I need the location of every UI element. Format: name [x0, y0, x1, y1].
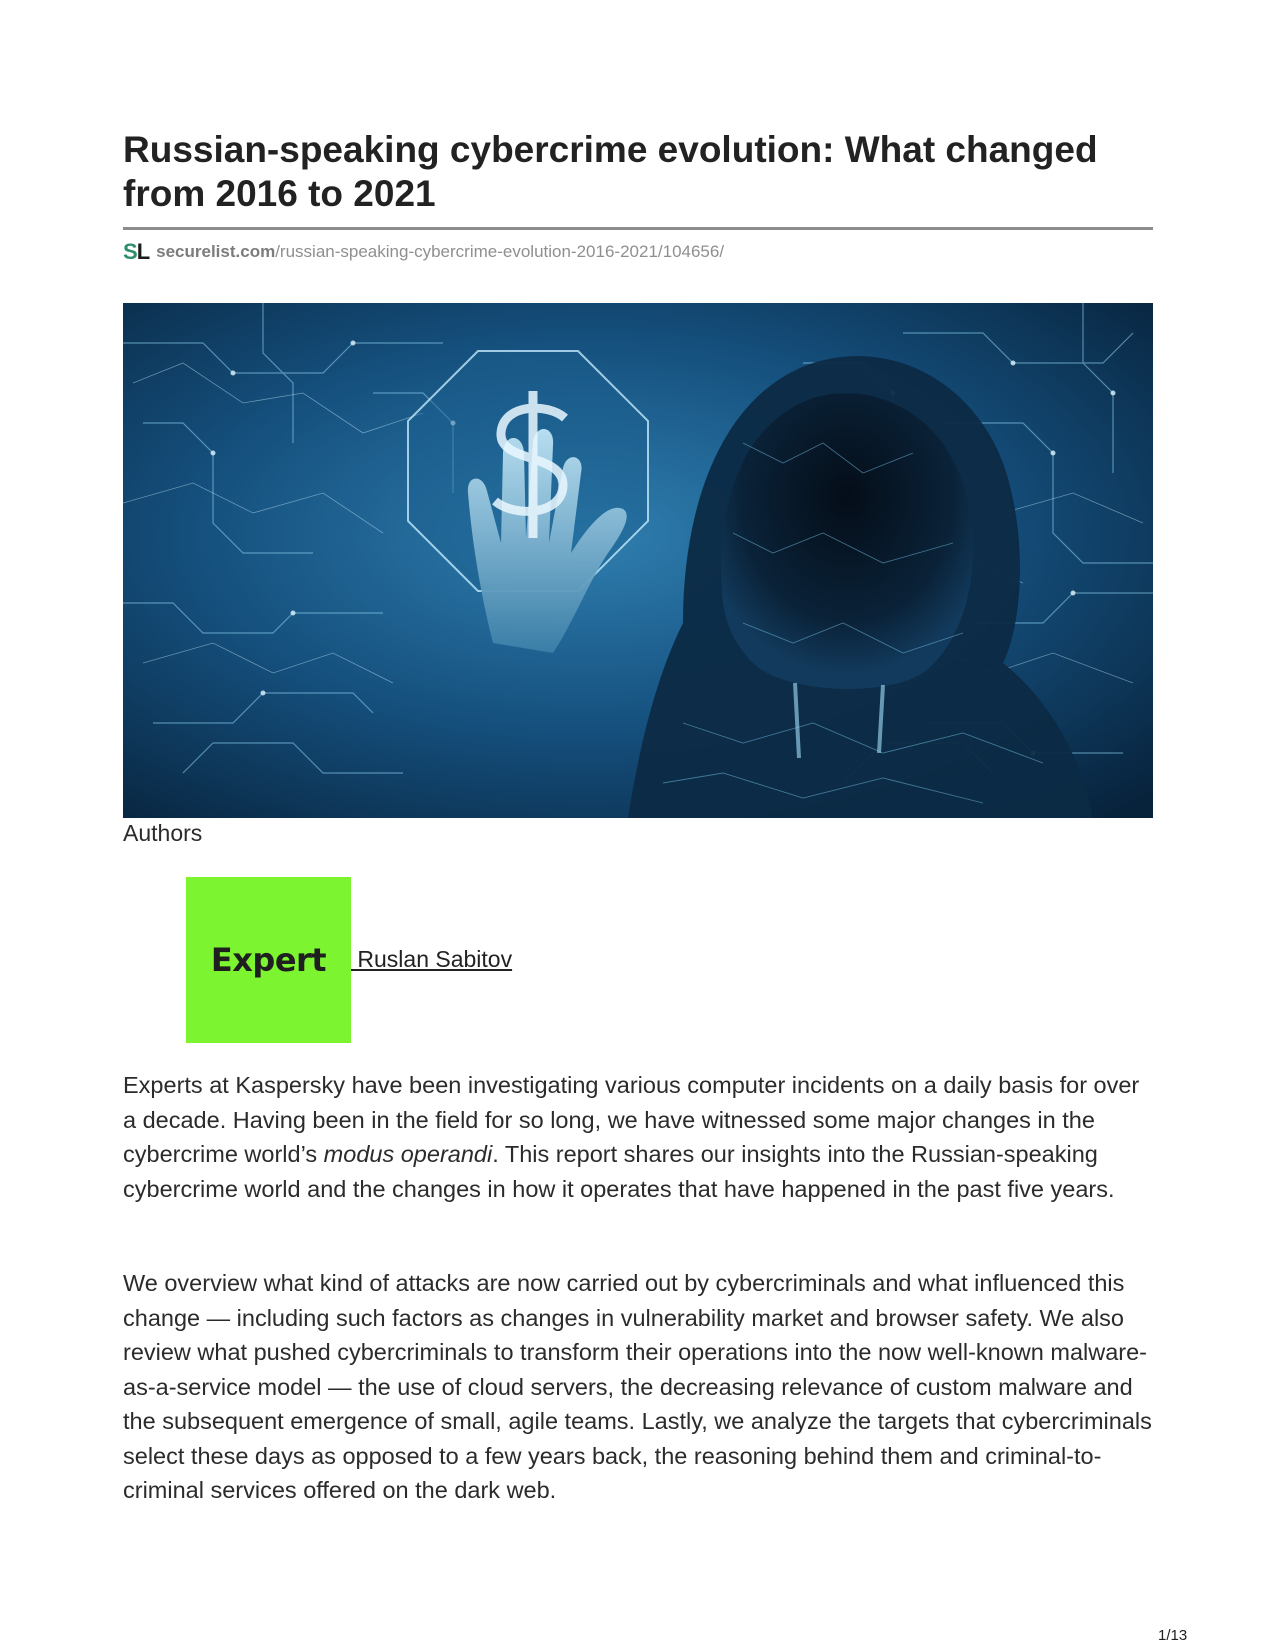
- author-link[interactable]: Ruslan Sabitov: [351, 946, 513, 972]
- emphasis-modus-operandi: modus operandi: [323, 1141, 493, 1167]
- authors-heading: Authors: [123, 820, 203, 846]
- title-divider: [123, 227, 1153, 230]
- page-number: 1/13: [1158, 1627, 1188, 1644]
- expert-badge-text: Expert: [210, 941, 327, 979]
- article-title: Russian-speaking cybercrime evolution: What changed from 2016 to 2021: [123, 129, 1098, 214]
- intro-paragraph: Experts at Kaspersky have been investigating various computer incidents on a daily basis for over a decade. Having been in the field for so long, we have witnessed some major changes in the cybercrime world’s modus operandi. This report shares our insights into the Russian-speaking cybercrime world and the changes in how it operates that have happened in the past five years.: [123, 1072, 1140, 1202]
- expert-badge-image: [186, 877, 351, 1043]
- source-path: /russian-speaking-cybercrime-evolution-2016-2021/104656/: [275, 242, 725, 261]
- source-domain: securelist.com: [156, 242, 276, 261]
- source-link[interactable]: [123, 240, 724, 264]
- securelist-logo-icon: SL: [123, 239, 150, 264]
- hero-image: [123, 303, 1153, 818]
- hooded-hacker-dollar-sign-image: [123, 303, 1153, 818]
- overview-paragraph: We overview what kind of attacks are now carried out by cybercriminals and what influenced this change — including such factors as changes in vulnerability market and browser safety. We also review what pushed cybercriminals to transform their operations into the now well-known malware-as-a-service model — the use of cloud servers, the decreasing relevance of custom malware and the subsequent emergence of small, agile teams. Lastly, we analyze the targets that cybercriminals select these days as opposed to a few years back, the reasoning behind them and criminal-to-criminal services offered on the dark web.: [123, 1270, 1152, 1503]
